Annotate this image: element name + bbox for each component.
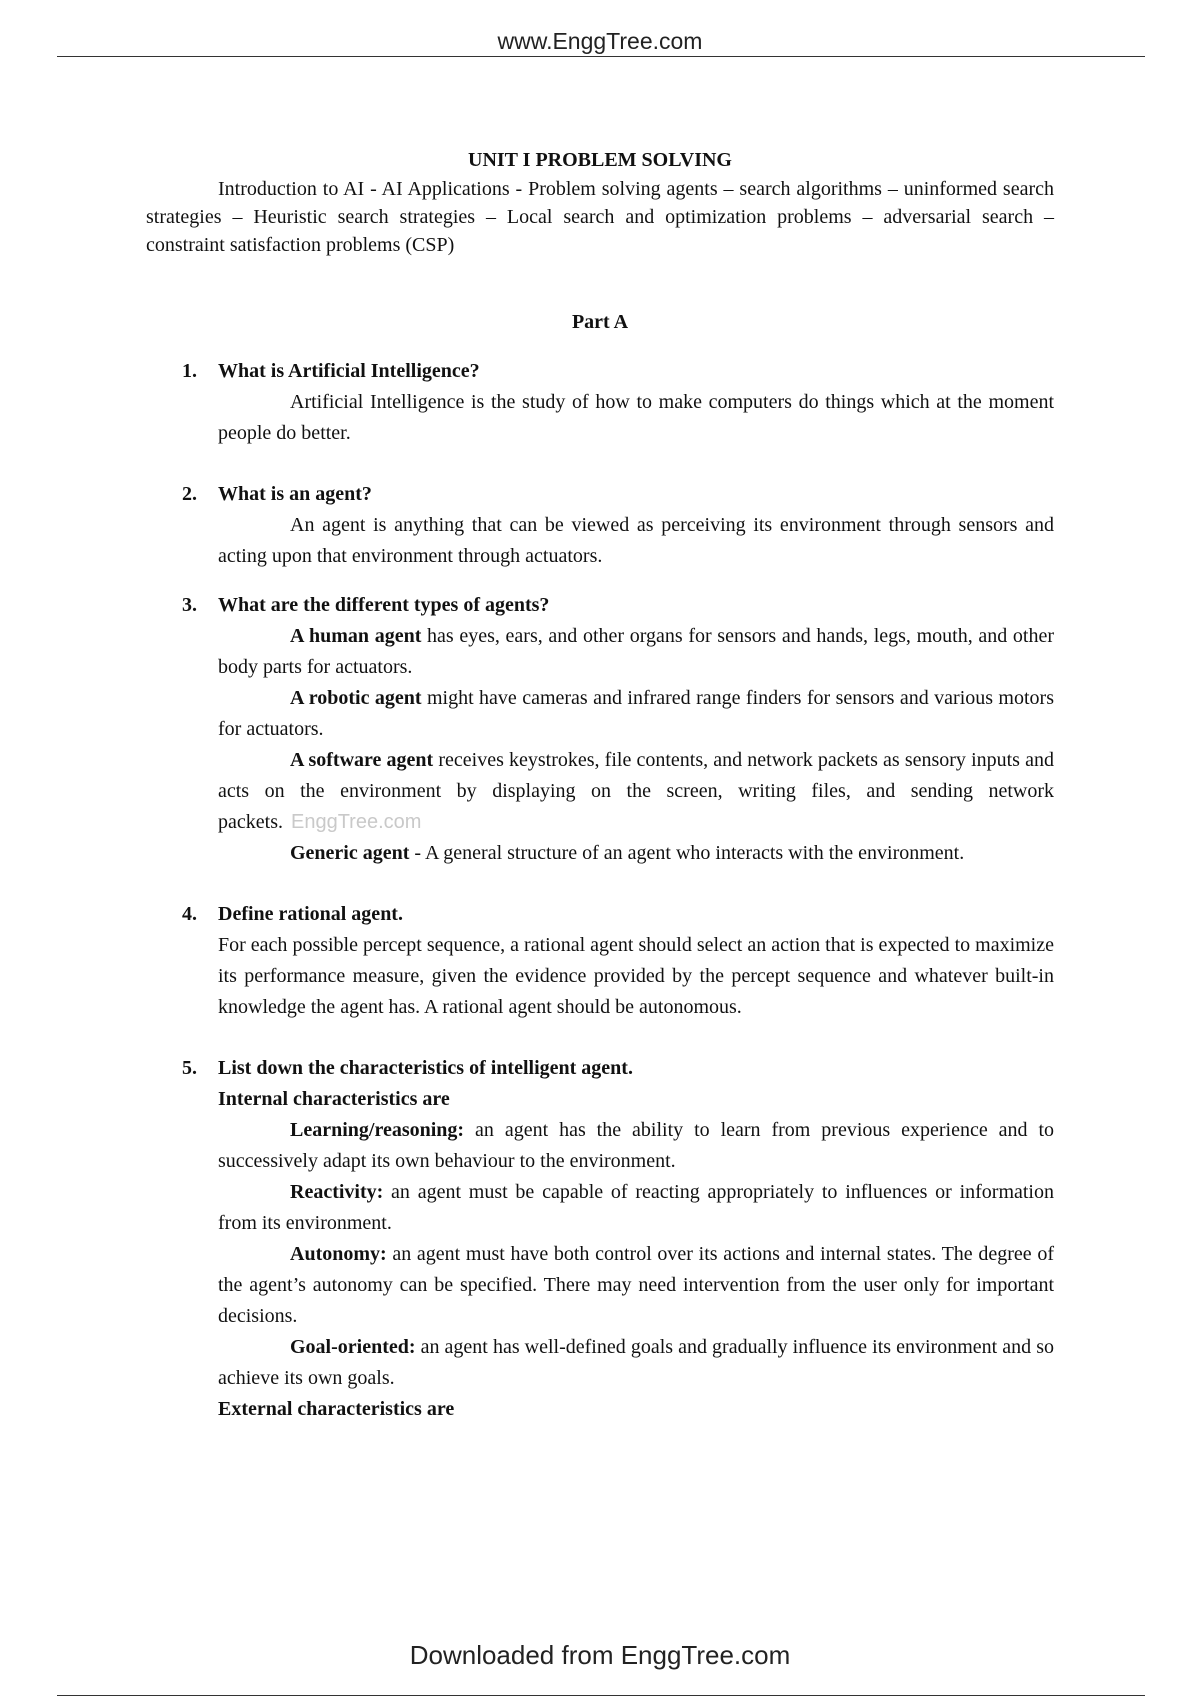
characteristic-term: Learning/reasoning: xyxy=(290,1119,465,1141)
footer-divider xyxy=(57,1695,1145,1696)
characteristic-item xyxy=(218,1239,1054,1332)
answer-text: An agent is anything that can be viewed as perceiving its environment through sensors and acting upon that environment through actuators. xyxy=(218,514,1054,567)
question-number: 3. xyxy=(182,594,197,616)
agent-type-term: A robotic agent xyxy=(290,687,422,709)
question-number: 1. xyxy=(182,360,197,382)
characteristic-term: Reactivity: xyxy=(290,1181,384,1203)
question-number: 5. xyxy=(182,1057,197,1079)
question-1 xyxy=(146,356,1054,449)
agent-type-term: A software agent xyxy=(290,749,434,771)
internal-characteristics-heading: Internal characteristics are xyxy=(218,1088,450,1110)
question-number: 2. xyxy=(182,483,197,505)
question-title: List down the characteristics of intelligent agent. xyxy=(218,1057,633,1079)
question-list xyxy=(146,356,1054,1425)
characteristic-item xyxy=(218,1115,1054,1177)
characteristic-term: Goal-oriented: xyxy=(290,1336,416,1358)
characteristic-text: an agent has the ability to learn from previous experience and to successively adapt its own behaviour to the environment. xyxy=(218,1119,1054,1172)
footer-download-note: Downloaded from EnggTree.com xyxy=(409,1640,791,1670)
agent-type-term: Generic agent xyxy=(290,842,410,864)
header-site-url: www.EnggTree.com xyxy=(497,28,703,54)
characteristic-term: Autonomy: xyxy=(290,1243,387,1265)
question-title: What are the different types of agents? xyxy=(218,594,550,616)
question-number: 4. xyxy=(182,903,197,925)
external-characteristics-heading: External characteristics are xyxy=(218,1398,455,1420)
agent-type-text: might have cameras and infrared range finders for sensors and various motors for actuators. xyxy=(218,687,1054,740)
agent-type-text: receives keystrokes, file contents, and network packets as sensory inputs and acts on the environment by displaying on the screen, writing files, and sending network packets. xyxy=(218,749,1054,833)
agent-type-item xyxy=(218,838,1054,869)
question-title: What is an agent? xyxy=(218,483,372,505)
agent-type-term: A human agent xyxy=(290,625,422,647)
unit-title: UNIT I PROBLEM SOLVING xyxy=(468,149,732,171)
agent-type-text: has eyes, ears, and other organs for sensors and hands, legs, mouth, and other body parts for actuators. xyxy=(218,625,1054,678)
question-title: Define rational agent. xyxy=(218,903,403,925)
question-4 xyxy=(146,899,1054,1023)
characteristic-text: an agent has well-defined goals and gradually influence its environment and so achieve its own goals. xyxy=(218,1336,1054,1389)
question-title: What is Artificial Intelligence? xyxy=(218,360,480,382)
agent-type-item xyxy=(218,745,1054,838)
characteristic-text: an agent must have both control over its actions and internal states. The degree of the agent’s autonomy can be specified. There may need intervention from the user only for important decisions. xyxy=(218,1243,1054,1327)
question-2 xyxy=(146,479,1054,572)
document-body xyxy=(146,145,1054,1455)
characteristic-item xyxy=(218,1332,1054,1394)
question-3 xyxy=(146,590,1054,869)
answer-text: Artificial Intelligence is the study of how to make computers do things which at the moment people do better. xyxy=(218,391,1054,444)
agent-type-item xyxy=(218,621,1054,683)
watermark: EnggTree.com xyxy=(290,811,422,833)
unit-intro: Introduction to AI - AI Applications - Problem solving agents – search algorithms – uninformed search strategies – Heuristic search strategies – Local search and optimization problems – adversarial search – constraint satisfaction problems (CSP) xyxy=(146,178,1054,256)
characteristic-item xyxy=(218,1177,1054,1239)
agent-type-item xyxy=(218,683,1054,745)
header-divider xyxy=(57,56,1145,57)
answer-text: For each possible percept sequence, a rational agent should select an action that is expected to maximize its performance measure, given the evidence provided by the percept sequence and whatever built-in knowledge the agent has. A rational agent should be autonomous. xyxy=(218,934,1054,1018)
agent-type-text: - A general structure of an agent who interacts with the environment. xyxy=(409,842,965,864)
question-5 xyxy=(146,1053,1054,1425)
characteristic-text: an agent must be capable of reacting appropriately to influences or information from its environment. xyxy=(218,1181,1054,1234)
part-title: Part A xyxy=(571,311,629,333)
